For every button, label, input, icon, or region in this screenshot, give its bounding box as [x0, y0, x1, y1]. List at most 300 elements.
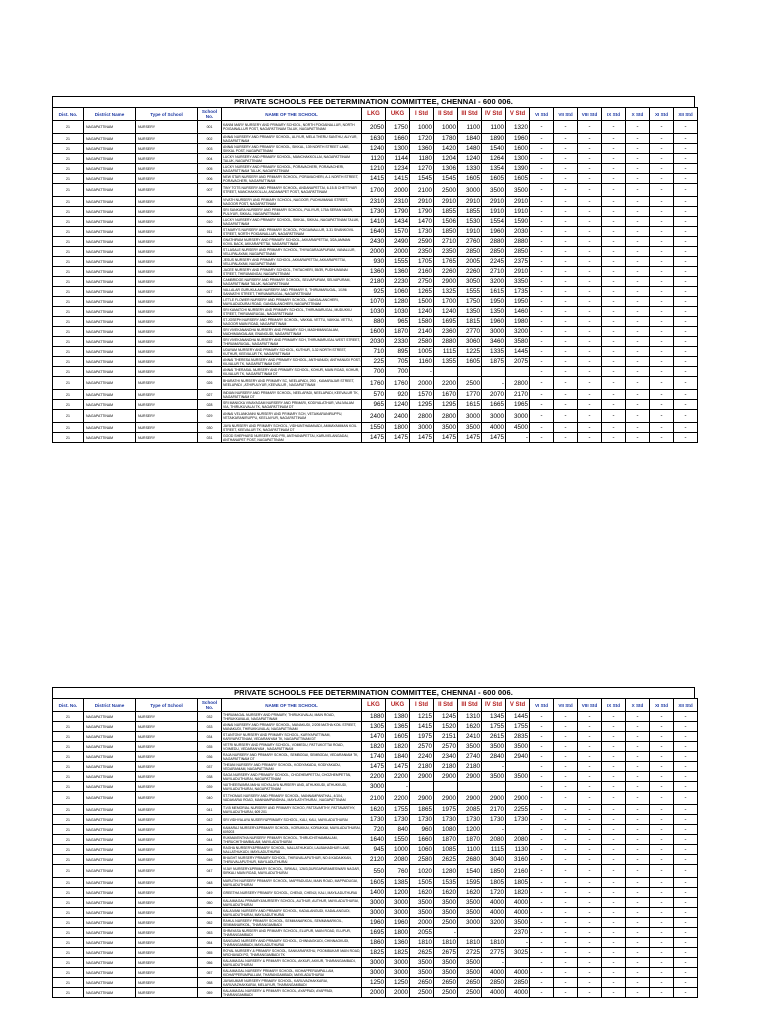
cell-fee: 1360 — [386, 267, 410, 277]
cell-fee-dash: - — [650, 988, 674, 998]
cell-district: NAGAPATTINAM — [84, 390, 136, 400]
cell-fee-dash: - — [578, 217, 602, 227]
cell-fee-dash: - — [626, 782, 650, 792]
cell-type: NURSERY — [136, 287, 198, 297]
cell-fee-dash: - — [674, 217, 698, 227]
col-header-type: Type of School — [136, 108, 198, 121]
col-header-class: II Std — [434, 108, 458, 121]
cell-fee-dash: - — [554, 928, 578, 938]
cell-fee: 2360 — [434, 327, 458, 337]
cell-school-name: RAJA NURSERY AND PRIMARY SCHOOL, SEMBODAI, SEMBODAI, VEDARANIAM TK, NAGAPATTINAM DT — [222, 752, 362, 762]
cell-fee-dash: - — [626, 722, 650, 732]
cell-dist-no: 21 — [53, 908, 84, 918]
table-row — [53, 247, 698, 257]
col-header-school-no: School No. — [198, 699, 222, 712]
cell-fee-dash: - — [554, 898, 578, 908]
cell-school-name: GNATHIRAM NURSERY AND PRIMARY SCHOOL, AKKARAIPETTAI, 3/2A,AMMAN KOVIL BACK, AKKARAPETTAI, NAGAPATTINAM — [222, 237, 362, 247]
cell-fee: 225 — [362, 357, 386, 367]
cell-fee: 3500 — [458, 968, 482, 978]
cell-fee: - — [482, 958, 506, 968]
cell-fee: 2740 — [458, 752, 482, 762]
col-header-school-name: NAME OF THE SCHOOL — [222, 699, 362, 712]
col-header-class: V Std — [506, 699, 530, 712]
cell-school-no: 037 — [198, 762, 222, 772]
cell-fee-dash: - — [602, 732, 626, 742]
cell-district: NAGAPATTINAM — [84, 722, 136, 732]
cell-fee: 4000 — [506, 968, 530, 978]
cell-fee: 2880 — [506, 237, 530, 247]
cell-school-name: CAMBRIDGE NURSERY AND PRIMARY SCHOOL, SELVAPURAM, SELVAPURAM, NAGAPATTINAM TALUK, NAGAPATTINAM — [222, 277, 362, 287]
cell-fee: 3000 — [482, 327, 506, 337]
cell-fee: 1855 — [458, 207, 482, 217]
cell-fee: 2910 — [410, 197, 434, 207]
cell-school-name: THIRUMAGAL NURSERY AND PRIMARY, THIRUKUVALAI, MAIN ROAD, THIRUKKAVALAI, NAGAPATTINAM — [222, 712, 362, 722]
cell-fee: 1700 — [362, 184, 386, 197]
cell-fee: 1320 — [506, 121, 530, 134]
cell-school-name: ST.LASALE NURSERY AND PRIMARY SCHOOL, THIYAGARAJAPURAM, VANALLUR, VELLIPALAYAM, NAGAPATTINAM — [222, 247, 362, 257]
cell-fee: 1225 — [458, 347, 482, 357]
cell-fee — [458, 367, 482, 377]
cell-school-name: ANNAI NURSERY AND PRIMARY SCHOOL, ALIYUR, MELA THERU SANTHU, ALIYUR, NAGAPATTINAM — [222, 134, 362, 144]
cell-fee: 1590 — [506, 217, 530, 227]
cell-fee-dash: - — [650, 367, 674, 377]
cell-fee-dash: - — [626, 978, 650, 988]
cell-fee-dash: - — [626, 968, 650, 978]
cell-fee: 2310 — [386, 197, 410, 207]
cell-fee-dash: - — [626, 712, 650, 722]
cell-fee-dash: - — [602, 978, 626, 988]
cell-fee-dash: - — [602, 217, 626, 227]
col-header-dist-no: Dist. No. — [53, 699, 84, 712]
cell-dist-no: 21 — [53, 423, 84, 433]
cell-fee-dash: - — [674, 247, 698, 257]
cell-fee: 2900 — [458, 772, 482, 782]
cell-type: NURSERY — [136, 410, 198, 423]
col-header-class: IX Std — [602, 699, 626, 712]
cell-fee: 2245 — [482, 257, 506, 267]
cell-fee: 3000 — [362, 908, 386, 918]
cell-fee-dash: - — [650, 845, 674, 855]
cell-fee: 1100 — [482, 121, 506, 134]
cell-fee-dash: - — [674, 154, 698, 164]
cell-fee — [458, 782, 482, 792]
cell-district: NAGAPATTINAM — [84, 918, 136, 928]
cell-fee: 1005 — [410, 347, 434, 357]
cell-fee: 2350 — [434, 247, 458, 257]
cell-fee: 1000 — [410, 121, 434, 134]
cell-fee: 2910 — [506, 197, 530, 207]
cell-district: NAGAPATTINAM — [84, 367, 136, 377]
cell-fee: 1555 — [458, 287, 482, 297]
cell-fee-dash: - — [602, 938, 626, 948]
cell-fee-dash: - — [578, 762, 602, 772]
cell-fee-dash: - — [530, 347, 554, 357]
cell-fee: 2840 — [482, 752, 506, 762]
cell-dist-no: 21 — [53, 805, 84, 815]
cell-fee: 4000 — [506, 988, 530, 998]
cell-fee: 2050 — [362, 121, 386, 134]
cell-fee: 3000 — [362, 958, 386, 968]
cell-fee: 1875 — [482, 357, 506, 367]
cell-fee-dash: - — [650, 742, 674, 752]
cell-school-name: ANNAI NURSERY AND PRIMARY SCHOOL, MANAKUDI, 2/205 MATHA KOIL STREET, MANAKUDI, THIRUKKUVALAI, NAGAPATTINAM — [222, 722, 362, 732]
cell-fee: 1620 — [410, 888, 434, 898]
cell-fee-dash: - — [554, 197, 578, 207]
cell-fee — [482, 782, 506, 792]
cell-fee: 1555 — [386, 257, 410, 267]
cell-fee: 1415 — [386, 174, 410, 184]
table-row — [53, 174, 698, 184]
cell-type: NURSERY — [136, 327, 198, 337]
cell-fee-dash: - — [530, 197, 554, 207]
cell-fee-dash: - — [650, 918, 674, 928]
table-row — [53, 327, 698, 337]
cell-fee: 1720 — [410, 134, 434, 144]
cell-dist-no: 21 — [53, 928, 84, 938]
cell-fee: 1240 — [434, 307, 458, 317]
cell-fee-dash: - — [626, 247, 650, 257]
cell-dist-no: 21 — [53, 918, 84, 928]
cell-fee-dash: - — [602, 712, 626, 722]
cell-fee-dash: - — [602, 317, 626, 327]
cell-fee: 1910 — [458, 227, 482, 237]
cell-fee: 2410 — [458, 732, 482, 742]
cell-fee-dash: - — [650, 968, 674, 978]
table-row — [53, 317, 698, 327]
cell-school-name: VIVATH NURSERY AND PRIMARY SCHOOL, NAGOOR, PUDHUMANAI STREET, NAGOOR POST, NAGAPATTINAM — [222, 197, 362, 207]
cell-dist-no: 21 — [53, 377, 84, 390]
cell-fee: 2850 — [506, 978, 530, 988]
cell-fee: 1870 — [458, 835, 482, 845]
cell-school-no: 008 — [198, 197, 222, 207]
cell-dist-no: 21 — [53, 742, 84, 752]
col-header-class: VI Std — [530, 108, 554, 121]
cell-fee: 1755 — [482, 722, 506, 732]
cell-fee: 925 — [362, 287, 386, 297]
cell-fee: 3000 — [458, 184, 482, 197]
cell-school-no: 005 — [198, 164, 222, 174]
cell-fee-dash: - — [626, 423, 650, 433]
cell-school-no: 027 — [198, 390, 222, 400]
cell-fee: 2200 — [434, 377, 458, 390]
cell-fee: 2340 — [434, 752, 458, 762]
col-header-class: UKG — [386, 108, 410, 121]
cell-fee: 1840 — [386, 752, 410, 762]
cell-fee: 570 — [362, 390, 386, 400]
cell-fee-dash: - — [650, 121, 674, 134]
cell-school-no: 016 — [198, 277, 222, 287]
cell-fee-dash: - — [602, 227, 626, 237]
cell-fee: 1670 — [434, 390, 458, 400]
cell-fee: 1730 — [506, 815, 530, 825]
cell-fee-dash: - — [602, 865, 626, 878]
cell-fee-dash: - — [578, 347, 602, 357]
cell-type: NURSERY — [136, 207, 198, 217]
cell-school-no: 035 — [198, 742, 222, 752]
cell-fee-dash: - — [650, 928, 674, 938]
cell-school-no: 040 — [198, 792, 222, 805]
cell-fee: 2170 — [506, 390, 530, 400]
cell-fee: 1810 — [434, 938, 458, 948]
cell-type: NURSERY — [136, 978, 198, 988]
cell-fee-dash: - — [578, 134, 602, 144]
cell-fee-dash: - — [578, 297, 602, 307]
cell-fee-dash: - — [602, 400, 626, 410]
cell-fee-dash: - — [602, 257, 626, 267]
cell-fee-dash: - — [530, 174, 554, 184]
cell-fee: 1085 — [434, 845, 458, 855]
cell-fee-dash: - — [674, 908, 698, 918]
cell-fee-dash: - — [530, 898, 554, 908]
cell-fee-dash: - — [578, 732, 602, 742]
cell-fee: 2760 — [458, 237, 482, 247]
cell-school-no: 041 — [198, 805, 222, 815]
cell-fee: 2240 — [410, 752, 434, 762]
cell-district: NAGAPATTINAM — [84, 772, 136, 782]
cell-type: NURSERY — [136, 938, 198, 948]
cell-fee: 1750 — [386, 121, 410, 134]
cell-fee: 1390 — [506, 164, 530, 174]
cell-fee-dash: - — [554, 712, 578, 722]
cell-fee-dash: - — [626, 433, 650, 443]
cell-fee-dash: - — [530, 390, 554, 400]
cell-district: NAGAPATTINAM — [84, 277, 136, 287]
cell-fee: 2680 — [458, 855, 482, 865]
cell-fee: 2880 — [434, 337, 458, 347]
cell-fee-dash: - — [530, 377, 554, 390]
cell-type: NURSERY — [136, 772, 198, 782]
cell-district: NAGAPATTINAM — [84, 297, 136, 307]
cell-type: NURSERY — [136, 237, 198, 247]
sheet-title: PRIVATE SCHOOLS FEE DETERMINATION COMMITTEE, CHENNAI - 600 006. — [52, 687, 695, 698]
cell-fee-dash: - — [530, 327, 554, 337]
cell-fee-dash: - — [650, 433, 674, 443]
cell-fee-dash: - — [674, 928, 698, 938]
cell-school-name: RAHUL NURSERY PRIMARY SCHOOL, SEMMANARKOIL, SEMMANARKOIL, SEMMANARKOIL, THARANGAMBADI — [222, 918, 362, 928]
cell-fee: 700 — [362, 367, 386, 377]
cell-fee-dash: - — [530, 805, 554, 815]
cell-fee: 2375 — [506, 257, 530, 267]
table-row — [53, 958, 698, 968]
cell-fee — [506, 762, 530, 772]
cell-district: NAGAPATTINAM — [84, 227, 136, 237]
cell-type: NURSERY — [136, 423, 198, 433]
cell-school-no: 023 — [198, 347, 222, 357]
cell-fee: 3200 — [482, 918, 506, 928]
cell-fee-dash: - — [530, 722, 554, 732]
cell-district: NAGAPATTINAM — [84, 958, 136, 968]
cell-fee: 3500 — [458, 898, 482, 908]
cell-fee-dash: - — [554, 968, 578, 978]
cell-fee-dash: - — [578, 317, 602, 327]
cell-type: NURSERY — [136, 197, 198, 207]
cell-fee-dash: - — [554, 217, 578, 227]
cell-type: NURSERY — [136, 988, 198, 998]
cell-fee-dash: - — [554, 732, 578, 742]
cell-fee-dash: - — [626, 732, 650, 742]
cell-district: NAGAPATTINAM — [84, 805, 136, 815]
cell-fee: 3500 — [434, 898, 458, 908]
cell-fee: 3000 — [506, 410, 530, 423]
cell-fee: 1805 — [482, 878, 506, 888]
cell-type: NURSERY — [136, 825, 198, 835]
cell-fee-dash: - — [602, 327, 626, 337]
cell-fee-dash: - — [674, 390, 698, 400]
cell-fee-dash: - — [650, 164, 674, 174]
cell-fee-dash: - — [578, 908, 602, 918]
cell-type: NURSERY — [136, 367, 198, 377]
cell-fee: 1730 — [362, 207, 386, 217]
cell-fee-dash: - — [530, 988, 554, 998]
cell-school-no: 050 — [198, 898, 222, 908]
cell-fee: 3160 — [506, 855, 530, 865]
cell-fee-dash: - — [578, 287, 602, 297]
cell-fee-dash: - — [530, 878, 554, 888]
cell-fee: 1115 — [434, 347, 458, 357]
cell-type: NURSERY — [136, 144, 198, 154]
cell-fee: 1475 — [386, 762, 410, 772]
cell-school-name: VIJAY NURSERY&PRIMARY SCHOOL, SIRKALI, 126/3,DURGAPARAMESWARI NAGAR, SIRKALI MAIN ROAD, MAYILADUTHURAI — [222, 865, 362, 878]
cell-fee-dash: - — [626, 752, 650, 762]
cell-fee-dash: - — [626, 805, 650, 815]
cell-fee-dash: - — [674, 297, 698, 307]
cell-fee: 1554 — [482, 217, 506, 227]
cell-school-no: 052 — [198, 918, 222, 928]
cell-fee: 1355 — [434, 357, 458, 367]
cell-fee-dash: - — [554, 400, 578, 410]
cell-fee: 1506 — [434, 217, 458, 227]
cell-fee: - — [482, 825, 506, 835]
cell-fee: 1750 — [458, 297, 482, 307]
cell-fee-dash: - — [626, 825, 650, 835]
cell-type: NURSERY — [136, 742, 198, 752]
cell-fee: 1820 — [362, 742, 386, 752]
fee-sheet-2 — [52, 687, 695, 998]
cell-fee: 2100 — [410, 184, 434, 197]
cell-fee: 2100 — [362, 792, 386, 805]
cell-fee-dash: - — [602, 121, 626, 134]
cell-fee: 1120 — [362, 154, 386, 164]
cell-fee: 1480 — [458, 144, 482, 154]
cell-district: NAGAPATTINAM — [84, 144, 136, 154]
cell-fee: 1630 — [362, 134, 386, 144]
cell-dist-no: 21 — [53, 815, 84, 825]
col-header-class: II Std — [434, 699, 458, 712]
table-row — [53, 742, 698, 752]
cell-type: NURSERY — [136, 762, 198, 772]
cell-fee: 1730 — [410, 815, 434, 825]
cell-fee: 1215 — [410, 712, 434, 722]
cell-fee-dash: - — [554, 154, 578, 164]
cell-school-name: SRI MANICKA VINAYAGAM NURSERY AND PRIMARI, KODIYALATHUR, VALIVALAM VIA, THIRUKUVALAI TK, NAGAPATTINAM DT — [222, 400, 362, 410]
cell-district: NAGAPATTINAM — [84, 908, 136, 918]
cell-fee: 1880 — [362, 712, 386, 722]
table-row — [53, 825, 698, 835]
cell-fee-dash: - — [530, 772, 554, 782]
cell-dist-no: 21 — [53, 164, 84, 174]
cell-fee: 1780 — [434, 134, 458, 144]
cell-fee-dash: - — [650, 772, 674, 782]
cell-fee: 2615 — [482, 732, 506, 742]
cell-fee-dash: - — [626, 164, 650, 174]
cell-fee — [482, 367, 506, 377]
cell-fee: 1605 — [458, 174, 482, 184]
col-header-class: VIII Std — [578, 108, 602, 121]
cell-school-no: 004 — [198, 154, 222, 164]
cell-school-name: JAYAKUMAR NURSERY PRIMARY SCHOOL, KARUVAZHAKKARAI, KARUVAZHAKKARAI, MELAIYUR, THARANGAMBADI — [222, 978, 362, 988]
cell-fee: 1755 — [506, 722, 530, 732]
cell-fee-dash: - — [602, 287, 626, 297]
table-row — [53, 307, 698, 317]
cell-fee: 1306 — [434, 164, 458, 174]
cell-district: NAGAPATTINAM — [84, 712, 136, 722]
cell-fee-dash: - — [650, 908, 674, 918]
cell-fee-dash: - — [674, 400, 698, 410]
cell-fee-dash: - — [530, 207, 554, 217]
cell-fee: 1980 — [506, 317, 530, 327]
cell-fee: 3000 — [362, 898, 386, 908]
cell-fee: 1310 — [458, 712, 482, 722]
cell-fee: 1975 — [410, 732, 434, 742]
cell-fee: 2120 — [362, 855, 386, 865]
cell-fee-dash: - — [578, 367, 602, 377]
cell-fee-dash: - — [602, 782, 626, 792]
cell-fee-dash: - — [602, 184, 626, 197]
cell-school-name: SHRAYASA NURSERY AND PRIMARY SCHOOL, ELUPUR, MAIN ROAD, ELUPUR, THARANGAMBADI — [222, 928, 362, 938]
cell-fee: 1720 — [482, 888, 506, 898]
cell-fee: 1755 — [386, 805, 410, 815]
cell-fee-dash: - — [530, 865, 554, 878]
table-row — [53, 217, 698, 227]
cell-fee: 3500 — [434, 423, 458, 433]
cell-fee: 1595 — [458, 878, 482, 888]
cell-fee-dash: - — [674, 742, 698, 752]
cell-fee: 2000 — [386, 988, 410, 998]
cell-fee-dash: - — [554, 357, 578, 367]
cell-type: NURSERY — [136, 835, 198, 845]
cell-fee: 1115 — [482, 845, 506, 855]
col-header-district: District Name — [84, 699, 136, 712]
cell-fee: 3350 — [506, 277, 530, 287]
cell-fee-dash: - — [578, 865, 602, 878]
cell-dist-no: 21 — [53, 865, 84, 878]
cell-fee: 2910 — [434, 197, 458, 207]
cell-fee: 1850 — [482, 865, 506, 878]
cell-school-no: 006 — [198, 174, 222, 184]
cell-fee: 3500 — [434, 908, 458, 918]
cell-fee: 2000 — [386, 247, 410, 257]
cell-fee-dash: - — [602, 433, 626, 443]
cell-fee-dash: - — [578, 835, 602, 845]
cell-fee-dash: - — [554, 855, 578, 865]
cell-type: NURSERY — [136, 134, 198, 144]
cell-fee-dash: - — [578, 357, 602, 367]
cell-fee-dash: - — [578, 267, 602, 277]
cell-fee-dash: - — [602, 410, 626, 423]
col-header-class: IV Std — [482, 108, 506, 121]
cell-school-no: 014 — [198, 257, 222, 267]
cell-fee-dash: - — [578, 327, 602, 337]
cell-dist-no: 21 — [53, 327, 84, 337]
cell-type: NURSERY — [136, 390, 198, 400]
cell-fee-dash: - — [530, 367, 554, 377]
cell-type: NURSERY — [136, 317, 198, 327]
cell-school-name: ANNAI THERASAL NURSERY AND PRIMARY SCHOOL, KOHUR, MAIN ROAD, KOHUR, KILVALUR TK, NAGAPATTINAM DT — [222, 367, 362, 377]
cell-fee-dash: - — [578, 121, 602, 134]
cell-fee-dash: - — [554, 888, 578, 898]
col-header-class: V Std — [506, 108, 530, 121]
cell-fee-dash: - — [674, 772, 698, 782]
